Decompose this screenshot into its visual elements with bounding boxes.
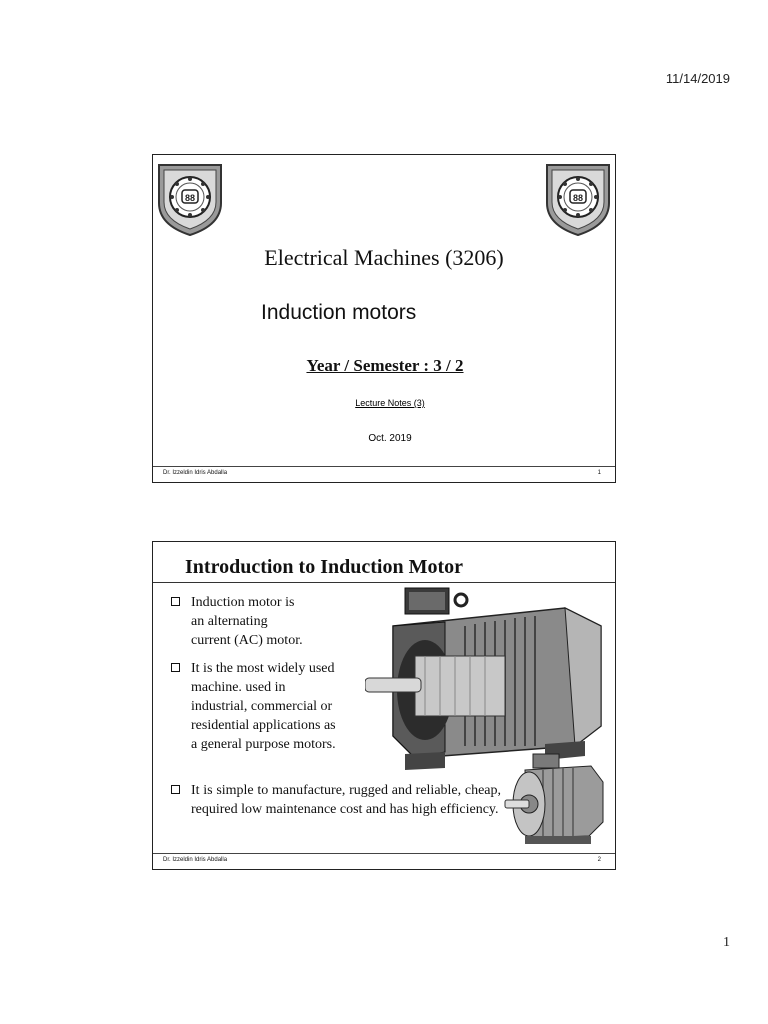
footer-author: Dr. Izzeldin Idris Abdalla	[163, 470, 228, 476]
bullet-line: an alternating	[191, 614, 268, 629]
slide-title: Electrical Machines (3206)	[264, 245, 504, 270]
slide-number: 2	[597, 857, 601, 863]
page-number: 1	[723, 935, 730, 950]
bullet-line: a general purpose motors.	[191, 737, 336, 752]
bullet-line: residential applications as	[191, 718, 336, 733]
title-divider	[153, 582, 615, 583]
university-crest-icon	[155, 161, 225, 237]
small-induction-motor-icon	[503, 748, 608, 848]
page-date: 11/14/2019	[665, 71, 730, 86]
footer-author: Dr. Izzeldin Idris Abdalla	[163, 857, 228, 863]
svg-text:88: 88	[572, 193, 584, 203]
slide-footer	[153, 853, 615, 869]
slide-title: Introduction to Induction Motor	[185, 556, 463, 578]
lecture-notes-label: Lecture Notes (3)	[355, 398, 425, 408]
bullet-line: It is the most widely used	[191, 661, 335, 676]
bullet-item	[171, 593, 361, 650]
checkbox-bullet-icon	[171, 597, 180, 606]
slide-number: 1	[597, 470, 601, 476]
induction-motor-cutaway-icon	[365, 586, 605, 771]
slide-2	[152, 541, 616, 870]
checkbox-bullet-icon	[171, 785, 180, 794]
year-semester: Year / Semester : 3 / 2	[306, 356, 464, 375]
svg-text:88: 88	[184, 193, 196, 203]
checkbox-bullet-icon	[171, 663, 180, 672]
slide-subtitle: Induction motors	[261, 301, 417, 324]
slide-date: Oct. 2019	[368, 433, 412, 444]
slide-1	[152, 154, 616, 483]
bullet-line: industrial, commercial or	[191, 699, 333, 714]
bullet-line: machine. used in	[191, 680, 286, 695]
bullet-line: Induction motor is	[191, 595, 295, 610]
bullet-text: It is simple to manufacture, rugged and reliable, cheap, required low maintenance cost and has high efficiency.	[191, 783, 501, 817]
slide-footer	[153, 466, 615, 482]
university-crest-icon	[543, 161, 613, 237]
bullet-item	[171, 781, 501, 819]
bullet-line: current (AC) motor.	[191, 633, 303, 648]
